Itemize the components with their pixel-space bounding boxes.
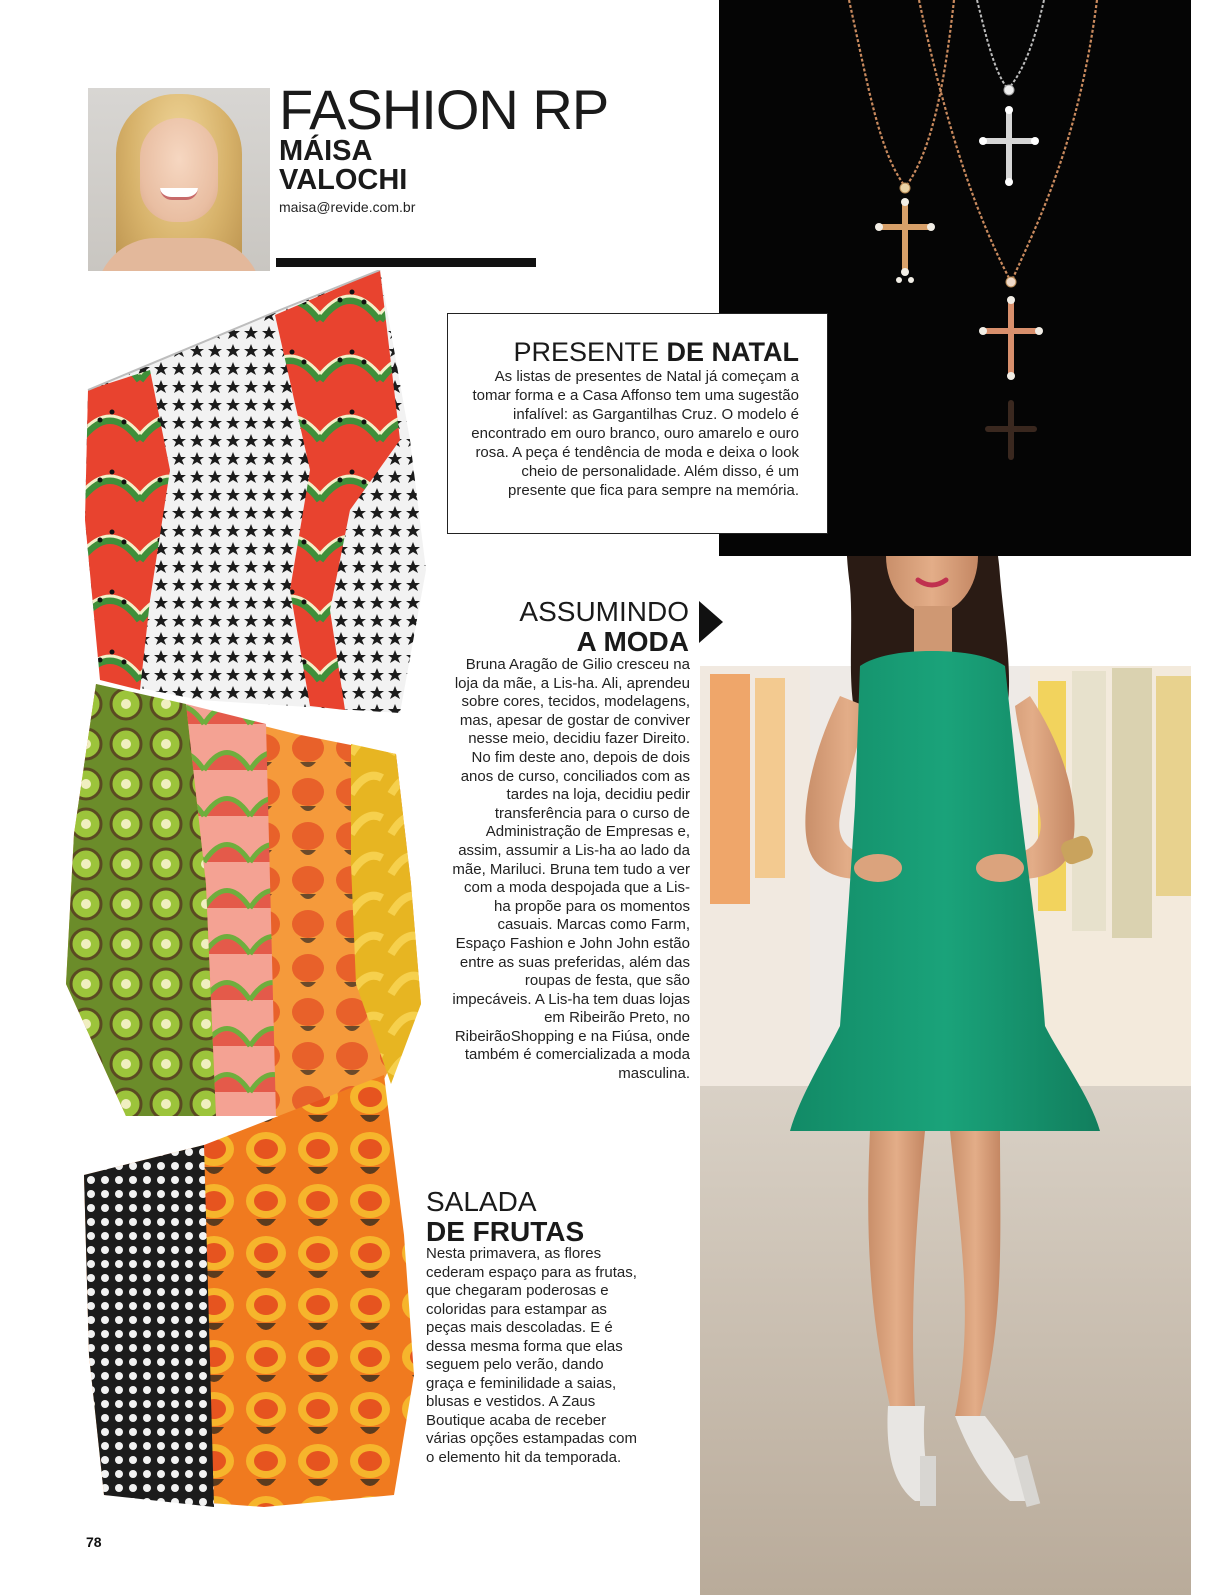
natal-title-bold: DE NATAL — [666, 337, 799, 367]
salada-title — [426, 1187, 584, 1247]
model-photo — [700, 556, 1191, 1595]
assumindo-title — [500, 597, 689, 657]
natal-title — [513, 339, 799, 366]
salada-body: Nesta primavera, as flores cederam espaço para as frutas, que chegaram poderosas e coloridas para estampar as peças mais descoladas. E é dessa mesma forma que elas seguem pelo verão, dando graça e feminilidade a saias, blusas e vestidos. A Zaus Boutique acaba de receber várias opções estampadas com o elemento hit da temporada. — [426, 1245, 637, 1466]
assumindo-title-light: ASSUMINDO — [519, 596, 689, 627]
arrow-right-icon — [699, 601, 723, 643]
fruit-salad-skirt-image — [66, 684, 421, 1116]
author-face — [140, 118, 218, 222]
author-smile — [160, 188, 198, 200]
salada-title-light: SALADA — [426, 1186, 537, 1217]
watermelon-skirt-image — [80, 270, 426, 713]
natal-title-light: PRESENTE — [513, 337, 667, 367]
natal-body: As listas de presentes de Natal já começam a tomar forma e a Casa Affonso tem uma sugestão infalível: as Gargantilhas Cruz. O modelo é encontrado em ouro branco, ouro amarelo e ouro rosa. A peça é tendência de moda e deixa o look cheio de personalidade. Além disso, é um presente que fica para sempre na memória. — [471, 368, 799, 499]
model-illustration — [700, 556, 1191, 1595]
column-title: FASHION RP — [279, 78, 609, 141]
assumindo-body: Bruna Aragão de Gilio cresceu na loja da mãe, a Lis-ha. Ali, aprendeu sobre cores, tecidos, modelagens, mas, apesar de gostar de conviver nesse meio, decidiu fazer Direito. No fim deste ano, depois de dois anos de curso, conciliados com as tardes na loja, decidiu pedir transferência para o curso de Administração de Empresas e, assim, assumir a Lis-ha ao lado da mãe, Mariluci. Bruna tem tudo a ver com a moda despojada que a Lis-ha propõe para os momentos casuais. Marcas como Farm, Espaço Fashion e John John estão entre as suas preferidas, além das roupas de festa, que são impecáveis. A Lis-ha tem duas lojas em Ribeirão Preto, no RibeirãoShopping e na Fiúsa, onde também é comercializada a moda masculina. — [452, 656, 690, 1083]
salada-title-bold: DE FRUTAS — [426, 1216, 585, 1247]
column-email[interactable]: maisa@revide.com.br — [279, 199, 416, 215]
assumindo-title-bold: A MODA — [576, 626, 689, 657]
natal-article-box — [447, 313, 828, 534]
header-rule — [276, 258, 536, 267]
column-author: MÁISA VALOCHI — [279, 135, 408, 196]
cashew-skirt-image — [84, 1075, 414, 1507]
page-number: 78 — [86, 1534, 102, 1550]
author-photo — [88, 88, 270, 271]
